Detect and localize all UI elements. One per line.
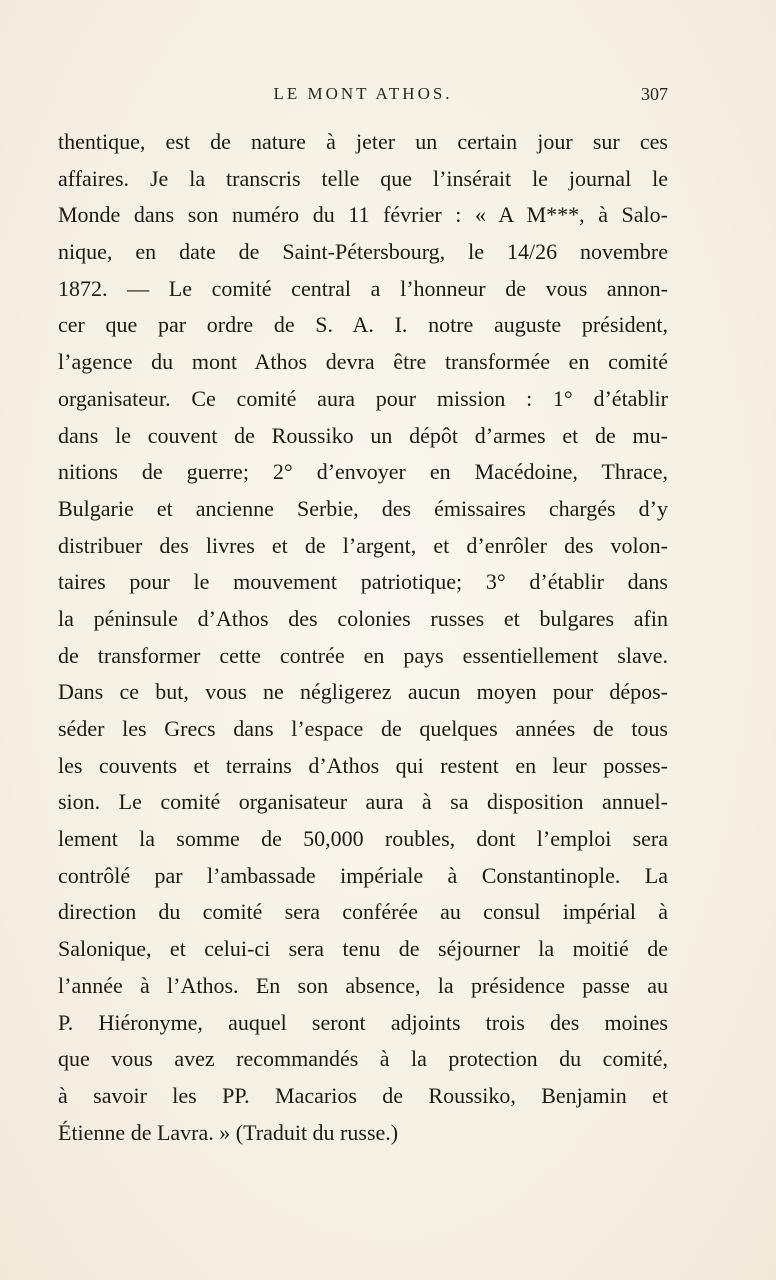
text-line: les couvents et terrains d’Athos qui restent en leur posses- [58, 752, 668, 778]
text-line: de transformer cette contrée en pays essentiellement slave. [58, 642, 668, 668]
text-line: contrôlé par l’ambassade impériale à Constantinople. La [58, 862, 668, 888]
text-line: l’agence du mont Athos devra être transformée en comité [58, 349, 668, 375]
text-line-last: Étienne de Lavra. » (Traduit du russe.) [58, 1119, 399, 1145]
text-line: Monde dans son numéro du 11 février : « A M***, à Salo- [58, 202, 668, 228]
text-line: Bulgarie et ancienne Serbie, des émissaires chargés d’y [58, 495, 668, 521]
text-line: distribuer des livres et de l’argent, et d’enrôler des volon- [58, 532, 668, 558]
running-title: LE MONT ATHOS. [273, 84, 453, 103]
text-line: cer que par ordre de S. A. I. notre auguste président, [58, 312, 668, 338]
text-line: affaires. Je la transcris telle que l’insérait le journal le [58, 165, 668, 191]
text-line: Dans ce but, vous ne négligerez aucun moyen pour dépos- [58, 679, 668, 705]
page-number: 307 [641, 84, 668, 104]
text-line: 1872. — Le comité central a l’honneur de vous annon- [58, 275, 668, 301]
text-line: dans le couvent de Roussiko un dépôt d’armes et de mu- [58, 422, 668, 448]
text-line: lement la somme de 50,000 roubles, dont l’emploi sera [58, 826, 668, 852]
text-line: direction du comité sera conférée au consul impérial à [58, 899, 668, 925]
text-line: Salonique, et celui-ci sera tenu de séjourner la moitié de [58, 936, 668, 962]
text-line: que vous avez recommandés à la protection du comité, [58, 1046, 668, 1072]
text-line: organisateur. Ce comité aura pour mission : 1° d’établir [58, 385, 668, 411]
text-line: nique, en date de Saint-Pétersbourg, le 14/26 novembre [58, 239, 668, 265]
text-line: thentique, est de nature à jeter un certain jour sur ces [58, 129, 668, 154]
text-line: nitions de guerre; 2° d’envoyer en Macédoine, Thrace, [58, 459, 668, 485]
text-line: l’année à l’Athos. En son absence, la présidence passe au [58, 972, 668, 998]
page-header [58, 84, 668, 112]
body-text [58, 124, 668, 1151]
text-line: séder les Grecs dans l’espace de quelques années de tous [58, 716, 668, 741]
text-line: sion. Le comité organisateur aura à sa disposition annuel- [58, 789, 668, 815]
text-line: à savoir les PP. Macarios de Roussiko, Benjamin et [58, 1082, 668, 1108]
text-line: taires pour le mouvement patriotique; 3° d’établir dans [58, 569, 668, 595]
text-line: la péninsule d’Athos des colonies russes et bulgares afin [58, 605, 668, 631]
text-line: P. Hiéronyme, auquel seront adjoints trois des moines [58, 1009, 668, 1035]
